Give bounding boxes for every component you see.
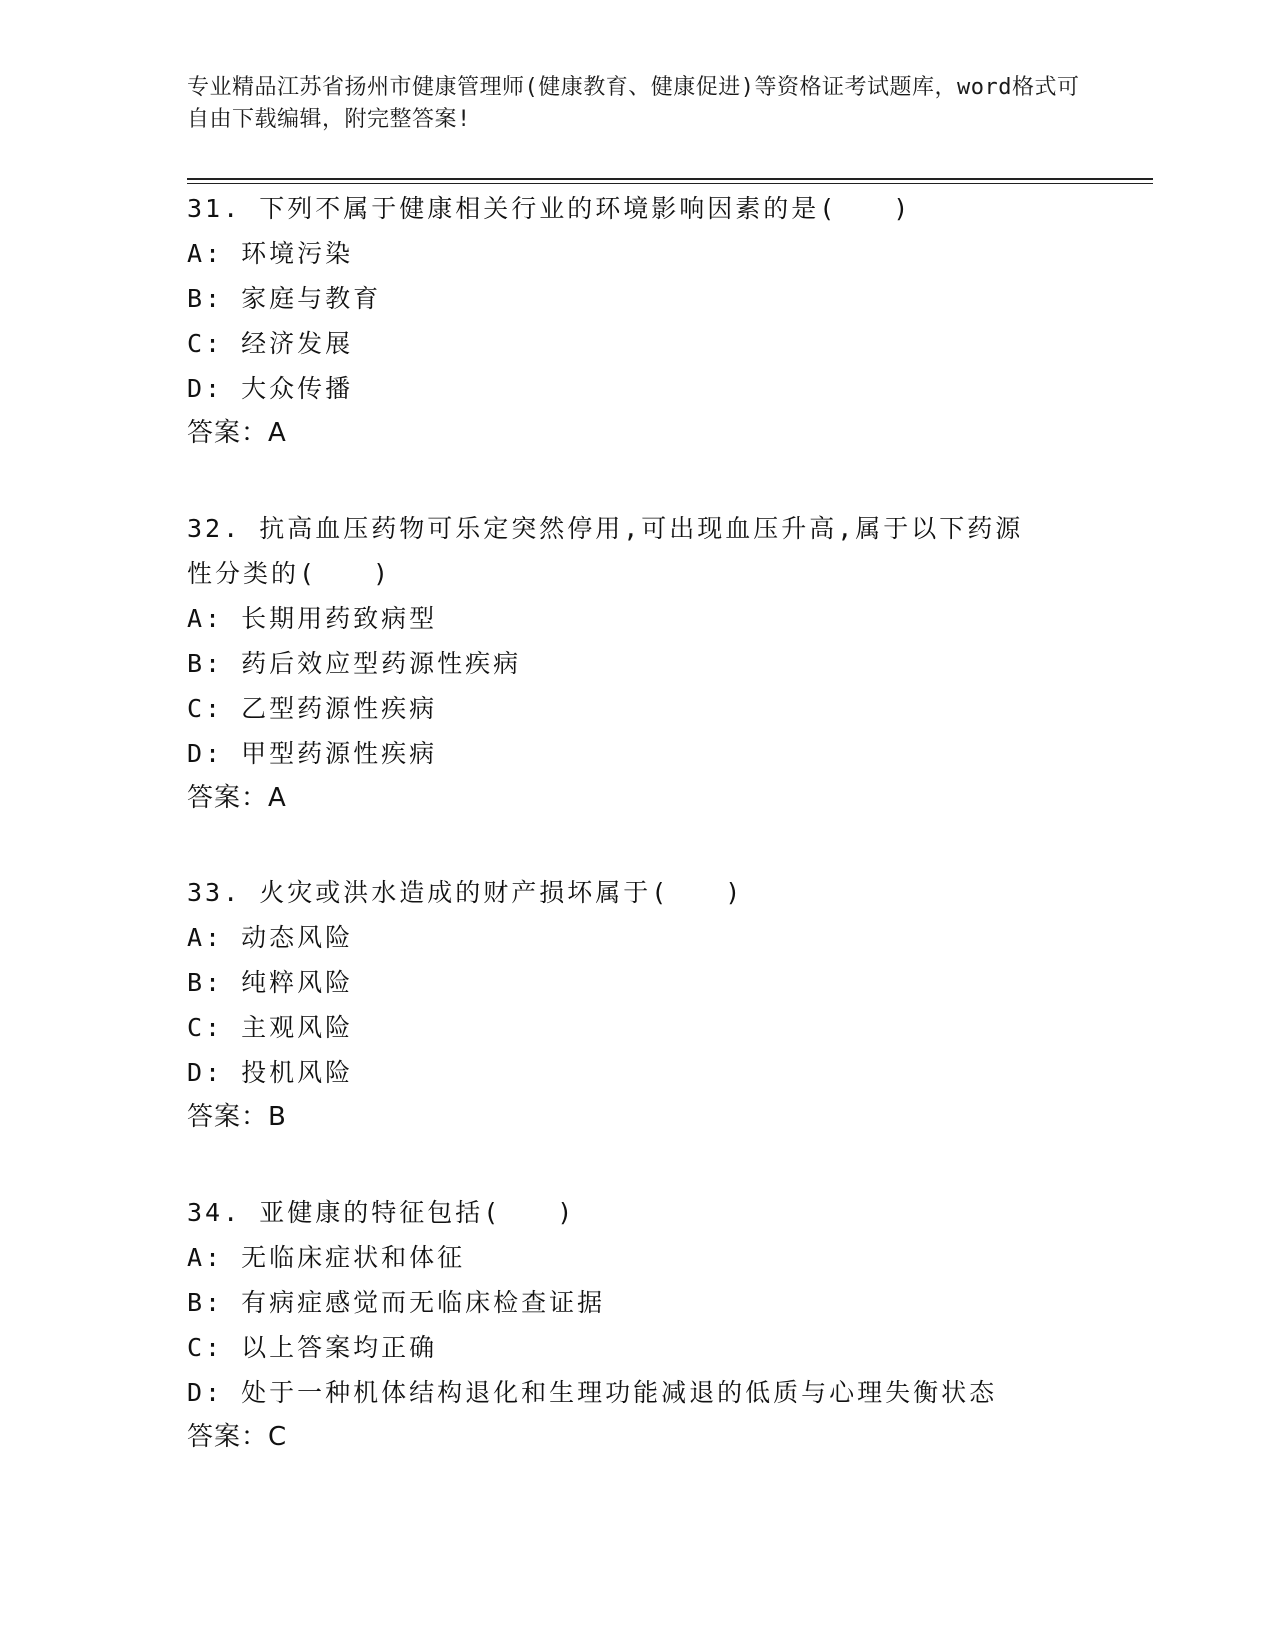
option-a: A: 环境污染 [187,239,354,268]
option-c: C: 主观风险 [187,1013,354,1042]
question-stem: 31. 下列不属于健康相关行业的环境影响因素的是( ) [187,194,912,223]
option-a: A: 动态风险 [187,923,354,952]
option-b: B: 家庭与教育 [187,284,382,313]
header-divider-thin [187,183,1153,184]
option-c: C: 经济发展 [187,329,354,358]
option-b: B: 药后效应型药源性疾病 [187,649,522,678]
answer: 答案：C [187,1422,288,1452]
question-34 [187,1190,1067,1460]
question-31 [187,186,1067,456]
answer: 答案：B [187,1102,287,1132]
question-33 [187,870,1067,1140]
option-c: C: 以上答案均正确 [187,1333,438,1362]
answer: 答案：A [187,783,287,813]
option-a: A: 无临床症状和体征 [187,1243,466,1272]
question-32 [187,506,1067,821]
header-divider [187,178,1153,180]
option-d: D: 投机风险 [187,1058,354,1087]
option-b: B: 有病症感觉而无临床检查证据 [187,1288,606,1317]
question-stem: 34. 亚健康的特征包括( ) [187,1198,576,1227]
answer: 答案：A [187,418,287,448]
option-a: A: 长期用药致病型 [187,604,438,633]
question-stem: 33. 火灾或洪水造成的财产损坏属于( ) [187,878,744,907]
question-stem: 32. 抗高血压药物可乐定突然停用,可出现血压升高,属于以下药源性分类的( ) [187,514,1024,588]
document-header: 专业精品江苏省扬州市健康管理师(健康教育、健康促进)等资格证考试题库，word格式可自由下载编辑，附完整答案! [187,75,1080,132]
option-b: B: 纯粹风险 [187,968,354,997]
option-c: C: 乙型药源性疾病 [187,694,438,723]
option-d: D: 处于一种机体结构退化和生理功能减退的低质与心理失衡状态 [187,1378,998,1407]
option-d: D: 大众传播 [187,374,354,403]
option-d: D: 甲型药源性疾病 [187,739,438,768]
